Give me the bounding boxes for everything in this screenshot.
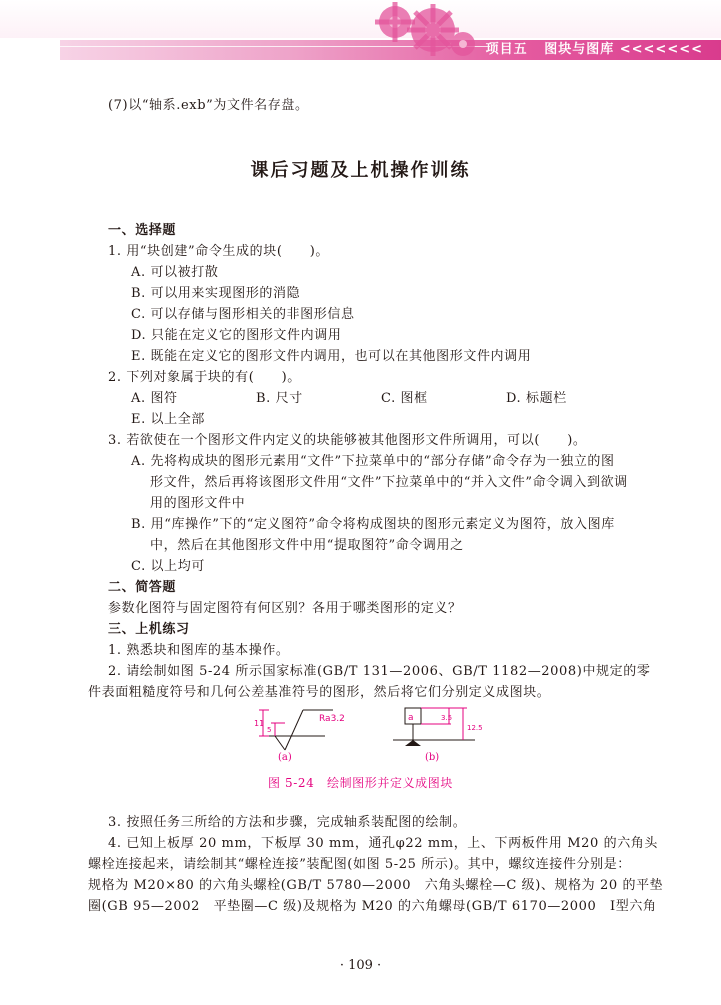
practice-item-4-line2: 螺栓连接起来，请绘制其“螺栓连接”装配图(如图 5-25 所示)。其中，螺纹连接件分别是： xyxy=(88,857,631,872)
section-title: 课后习题及上机操作训练 xyxy=(250,160,471,181)
q1-option-e: E. 既能在定义它的图形文件内调用，也可以在其他图形文件内调用 xyxy=(131,349,532,364)
datum-triangle xyxy=(405,740,421,746)
datum-symbol xyxy=(393,708,475,740)
q1-option-a: A. 可以被打散 xyxy=(131,265,219,280)
q1-option-b: B. 可以用来实现图形的消隐 xyxy=(131,286,301,301)
q3-option-c: C. 以上均可 xyxy=(131,559,205,574)
dim-a2: 5 xyxy=(267,726,272,734)
dim-b1: 3.5 xyxy=(441,714,453,722)
page-header xyxy=(0,0,721,62)
dim-b2: 12.5 xyxy=(467,724,483,732)
q1-option-d: D. 只能在定义它的图形文件内调用 xyxy=(131,328,342,343)
part2-heading: 二、简答题 xyxy=(108,580,177,595)
part1-heading: 一、选择题 xyxy=(108,223,177,238)
q3-option-a-line1: A. 先将构成块的图形元素用“文件”下拉菜单中的“部分存储”命令存为一独立的图 xyxy=(131,454,615,469)
page-number: · 109 · xyxy=(339,958,382,973)
q2-option-e: E. 以上全部 xyxy=(131,412,205,427)
q2-option-b: B. 尺寸 xyxy=(256,391,303,406)
q3-option-b-line1: B. 用“库操作”下的“定义图符”命令将构成图块的图形元素定义为图符，放入图库 xyxy=(131,517,615,532)
practice-item-1: 1. 熟悉块和图库的基本操作。 xyxy=(108,643,290,658)
q3-option-a-line2: 形文件，然后再将该图形文件用“文件”下拉菜单中的“并入文件”命令调入到欲调 xyxy=(150,475,628,490)
figure-label-b: (b) xyxy=(425,752,440,763)
practice-item-4-line3: 规格为 M20×80 的六角头螺栓(GB/T 5780—2000 六角头螺栓—C 级)、规格为 20 的平垫 xyxy=(88,878,664,893)
part2-question: 参数化图符与固定图符有何区别？各用于哪类图形的定义？ xyxy=(108,601,462,616)
figure-label-a: (a) xyxy=(278,752,292,763)
figure-caption: 图 5-24 绘制图形并定义成图块 xyxy=(268,776,453,790)
figure-5-24 xyxy=(245,702,485,754)
q3-option-a-line3: 用的图形文件中 xyxy=(150,496,246,511)
intro-step: (7)以“轴系.exb”为文件名存盘。 xyxy=(108,98,309,113)
q1-stem: 1. 用“块创建”命令生成的块( )。 xyxy=(108,244,329,259)
practice-item-4-line1: 4. 已知上板厚 20 mm，下板厚 30 mm，通孔φ22 mm，上、下两板件用 M20 的六角头 xyxy=(108,836,659,851)
header-title: 项目五 图块与图库 <<<<<<< xyxy=(485,42,703,57)
q2-option-c: C. 图框 xyxy=(381,391,428,406)
practice-item-2-line2: 件表面粗糙度符号和几何公差基准符号的图形，然后将它们分别定义成图块。 xyxy=(88,685,551,700)
q3-option-b-line2: 中，然后在其他图形文件中用“提取图符”命令调用之 xyxy=(150,538,464,553)
dim-a1: 11 xyxy=(254,719,265,728)
q2-option-d: D. 标题栏 xyxy=(506,391,567,406)
q3-stem: 3. 若欲使在一个图形文件内定义的块能够被其他图形文件所调用，可以( )。 xyxy=(108,433,587,448)
gear-decoration-icon xyxy=(355,0,480,62)
q1-option-c: C. 可以存储与图形相关的非图形信息 xyxy=(131,307,355,322)
datum-letter: a xyxy=(408,713,414,723)
practice-item-4-line4: 圈(GB 95—2002 平垫圈—C 级)及规格为 M20 的六角螺母(GB/T 6170—2000 Ⅰ型六角 xyxy=(88,899,657,914)
practice-item-3: 3. 按照任务三所给的方法和步骤，完成轴系装配图的绘制。 xyxy=(108,815,467,830)
practice-item-2-line1: 2. 请绘制如图 5-24 所示国家标准(GB/T 131—2006、GB/T 1182—2008)中规定的零 xyxy=(108,664,651,679)
roughness-value: Ra3.2 xyxy=(319,714,345,724)
q2-option-a: A. 图符 xyxy=(131,391,178,406)
part3-heading: 三、上机练习 xyxy=(108,622,190,637)
q2-stem: 2. 下列对象属于块的有( )。 xyxy=(108,370,301,385)
